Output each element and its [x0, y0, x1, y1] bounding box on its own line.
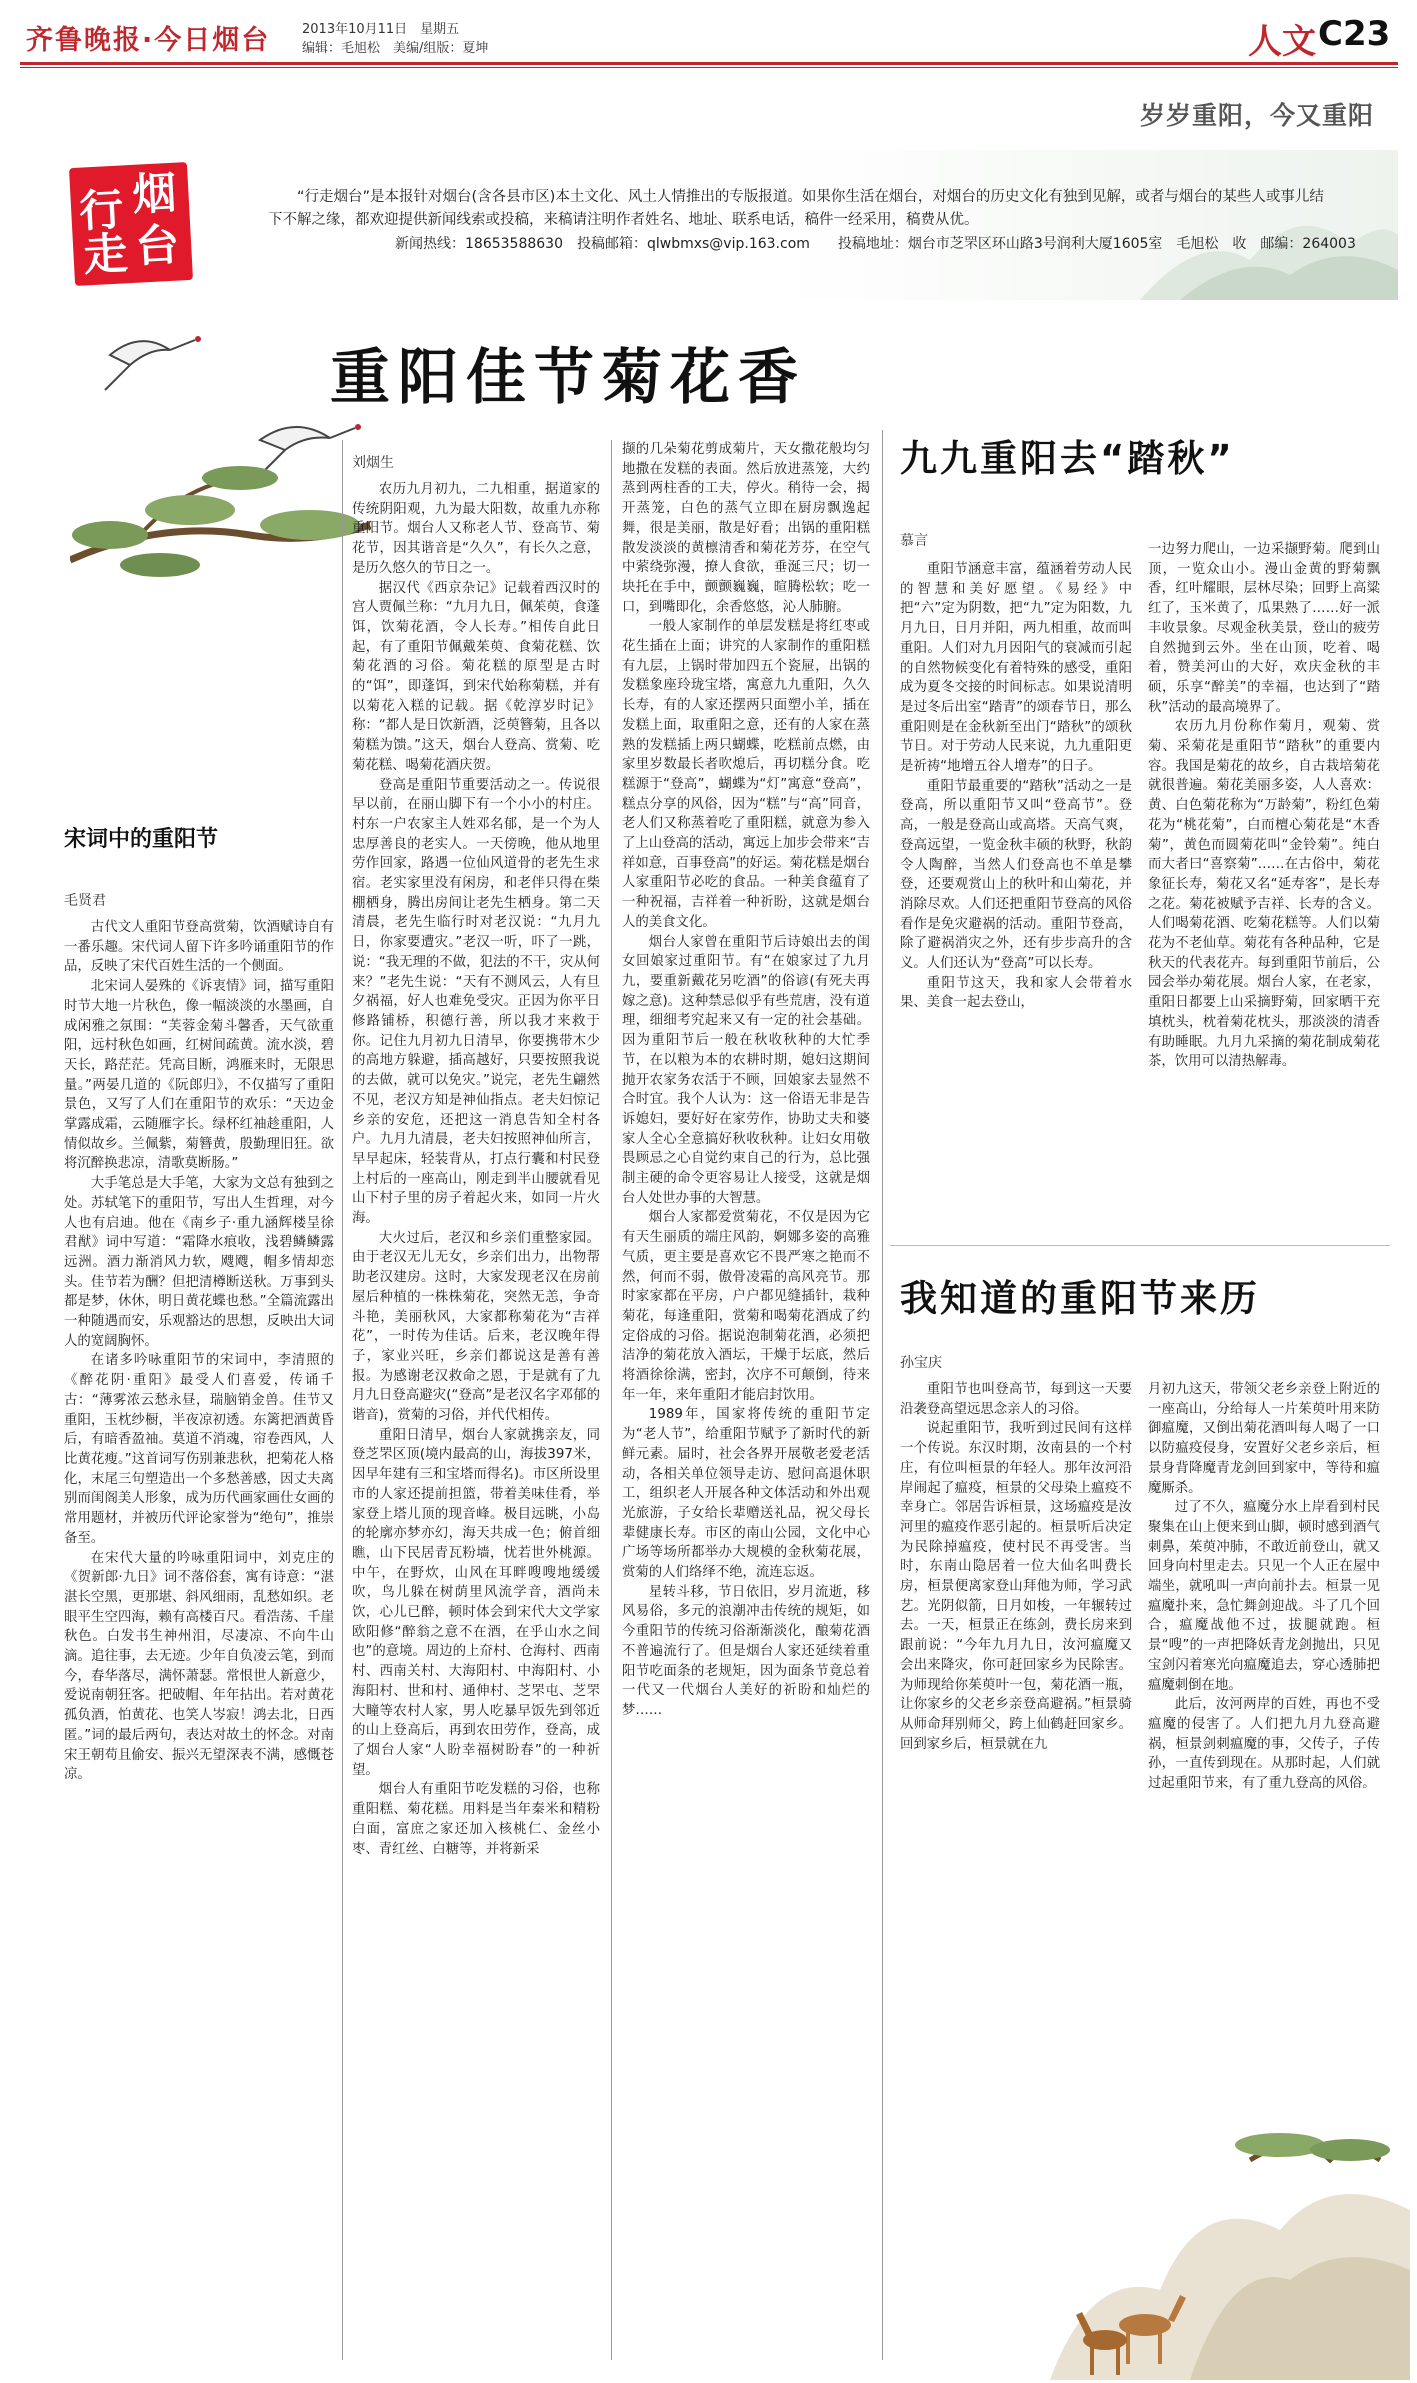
paragraph: 重阳节涵意丰富，蕴涵着劳动人民的智慧和美好愿望。《易经》中把“六”定为阴数，把“九”定为阳数，九月九日，日月并阳，两九相重，故而叫重阳。人们对九月因阳气的衰减而引起的自然物候变化有着特殊的感受，重阳成为夏冬交接的时间标志。如果说清明是过冬后出室“踏青”的颂春节日，那么重阳则是在金秋新至出门“踏秋”的颂秋节日。对于劳动人民来说，九九重阳更是祈祷“地增五谷人增寿”的日子。 — [900, 562, 1132, 775]
paragraph: 月初九这天，带领父老乡亲登上附近的一座高山，分给每人一片茱萸叶用来防御瘟魔，又倒出菊花酒叫每人喝了一口以防瘟疫侵身，安置好父老乡亲后，桓景身背降魔青龙剑回到家中，等待和瘟魔厮杀。 — [1148, 1382, 1380, 1496]
paragraph: 据汉代《西京杂记》记载着西汉时的宫人贾佩兰称：“九月九日，佩茱萸，食蓬饵，饮菊花酒，令人长寿。”相传自此日起，有了重阳节佩戴茱萸、食菊花糕、饮菊花酒的习俗。菊花糕的原型是古时的“饵”，即蓬饵，到宋代始称菊糕，并有以菊花入糕的记载。据《乾淳岁时记》称：“都人是日饮新酒，泛萸簪菊，且各以菊糕为馈。”这天，烟台人登高、赏菊、吃菊花糕、喝菊花酒庆贺。 — [352, 580, 600, 773]
page-tagline: 岁岁重阳，今又重阳 — [1140, 101, 1375, 130]
origin-article-byline: 孙宝庆 — [900, 1355, 942, 1371]
origin-article-title: 我知道的重阳节来历 — [900, 1277, 1260, 1320]
paragraph: 一般人家制作的单层发糕是将红枣或花生插在上面；讲究的人家制作的重阳糕有九层，上锅时带加四五个瓷屉，出锅的发糕象座玲珑宝塔，寓意九九重阳，久久长寿，有的人家还摆两只面塑小羊，插在发糕上面，取重阳之意，还有的人家在蒸熟的发糕插上两只蝴蝶，吃糕前点燃，由家里岁数最长者吹熄后，再切糕分食。吃糕源于“登高”，蝴蝶为“灯”寓意“登高”，糕点分享的风俗，因为“糕”与“高”同音，老人们又称蒸着吃了重阳糕，就意为参入了上山登高的活动，寓远上加步会带来“吉祥如意，百事登高”的好运。菊花糕是烟台人家重阳节必吃的食品。一种美食蕴育了一种祝福，吉祥着一种祈盼，这就是烟台人的美食文化。 — [622, 619, 870, 930]
logo-char: 烟 — [131, 167, 178, 221]
masthead-rule-thin — [20, 67, 1398, 68]
origin-article-column-1 — [900, 1380, 1132, 2140]
column-logo — [69, 162, 193, 286]
paragraph: 烟台人家曾在重阳节后诗娘出去的闺女回娘家过重阳节。有“在娘家过了九月九，要重新戴花另吃酒”的俗谚(有死夫再嫁之意)。这种禁忌似乎有些荒唐，没有道理，细细考究起来又有一定的社会基础。因为重阳节后一般在秋收秋种的大忙季节，在以粮为本的农耕时期，媳妇这期间抛开农家务农活于不顾，回娘家去显然不合时宜。我个人认为：这一俗语无非是告诉媳妇，要好好在家劳作，协助丈夫和婆家人全心全意搞好秋收秋种。让妇女用敬畏顾忌之心自觉约束自己的行为，总比强制主硬的命令更容易让人接受，这就是烟台人处世办事的大智慧。 — [622, 934, 870, 1206]
paragraph: 北宋词人晏殊的《诉衷情》词，描写重阳时节大地一片秋色，像一幅淡淡的水墨画，自成闲雅之氛围：“芙蓉金菊斗馨香，天气欲重阳，远村秋色如画，红树间疏黄。流水淡，碧天长，路茫茫。凭高目断，鸿雁来时，无限思量。”两晏几道的《阮郎归》，不仅描写了重阳景色，又写了人们在重阳节的欢乐：“天边金掌露成霜，云随雁字长。绿杯红袖趁重阳，人情似故乡。兰佩紫，菊簪黄，殷勤理旧狂。欲将沉醉换悲凉，清歌莫断肠。” — [64, 979, 334, 1172]
autumn-article-column-1 — [900, 560, 1132, 1228]
main-article-column-2 — [622, 440, 870, 2340]
song-article-byline: 毛贤君 — [64, 893, 106, 909]
logo-char: 行 — [77, 184, 125, 238]
column-divider — [882, 430, 883, 2360]
paragraph: 星转斗移，节日依旧，岁月流逝，移风易俗，多元的浪潮冲击传统的规矩，如今重阳节的传统习俗渐渐淡化，酿菊花酒不普遍流行了。但是烟台人家还延续着重阳节吃面条的老规矩，因为面条节竟总着一代又一代烟台人美好的祈盼和灿烂的梦…… — [622, 1584, 870, 1718]
main-article-byline: 刘烟生 — [352, 455, 394, 471]
issue-editors: 编辑：毛旭松 美编/组版：夏坤 — [302, 41, 489, 56]
paragraph: 重阳日清早，烟台人家就携亲友，同登芝罘区顶(境内最高的山，海拔397米，因早年建有三和宝塔而得名)。市区所设里市的人家还提前担篮，带着美味佳肴，举家登上塔儿顶的现音峰。极目远眺，小岛的轮廓亦梦亦幻，海天共成一色；俯首细瞧，山下民居青瓦粉墙，忧若世外桃源。中午，在野炊，山风在耳畔嗖嗖地缓缓吹，鸟儿躲在树荫里风流学音，酒尚未饮，心儿已醉，顿时体会到宋代大文学家欧阳修“醉翁之意不在酒，在乎山水之间也”的意境。周边的上夼村、仓海村、西南村、西南关村、大海阳村、中海阳村、小海阳村、世和村、通伸村、芝罘屯、芝罘大疃等农村人家，男人吃暴早饭先到邻近的山上登高后，再到农田劳作，登高，成了烟台人家“人盼幸福树盼春”的一种祈望。 — [352, 1427, 600, 1778]
autumn-article-column-2 — [1148, 540, 1380, 1228]
column-contacts: 新闻热线：18653588630 投稿邮箱：qlwbmxs@vip.163.com 投稿地址：烟台市芝罘区环山路3号润利大厦1605室 毛旭松 收 邮编：264003 — [395, 236, 1356, 252]
issue-info — [302, 20, 488, 58]
paper-name: 齐鲁晚报 — [26, 25, 142, 56]
crane-icon — [105, 336, 201, 390]
paragraph: 撷的几朵菊花剪成菊片，天女撒花般均匀地撒在发糕的表面。然后放进蒸笼，大约蒸到两柱香的工夫，停火。稍待一会，揭开蒸笼，白色的蒸气立即在厨房飘逸起舞，很是美丽，散是好看；出锅的重阳糕散发淡淡的黄檩清香和菊花芳芬，在空气中萦绕弥漫，撩人食欲，垂涎三尺；切一块托在手中，颤颤巍巍，暄腾松软；吃一口，到嘴即化，余香悠悠，沁人肺腑。 — [622, 442, 870, 615]
song-article-column — [64, 918, 334, 2368]
section-name: ·今日烟台 — [142, 25, 271, 56]
logo-char: 走 — [82, 228, 129, 282]
paragraph: 过了不久，瘟魔分水上岸看到村民聚集在山上便来到山脚，顿时感到酒气刺鼻，茱萸冲肺，不敢近前登山，就又回身向村里走去。只见一个人正在屋中端坐，就吼叫一声向前扑去。桓景一见瘟魔扑来，急忙舞剑迎战。斗了几个回合，瘟魔战他不过，拔腿就跑。桓景“嗖”的一声把降妖青龙剑抛出，只见宝剑闪着寒光向瘟魔追去，穿心透肺把瘟魔刺倒在地。 — [1148, 1500, 1380, 1693]
paragraph: 重阳节也叫登高节，每到这一天要沿袭登高望远思念亲人的习俗。 — [900, 1382, 1132, 1417]
crane-icon — [260, 424, 361, 475]
autumn-article-title: 九九重阳去“踏秋” — [900, 437, 1235, 480]
paragraph: 登高是重阳节重要活动之一。传说很早以前，在丽山脚下有一个小小的村庄。村东一户农家主人姓邓名郁，是一个为人忠厚善良的老实人。一天傍晚，他从地里劳作回家，路遇一位仙风道骨的老先生求宿。老实家里没有闲房，和老伴只得在柴棚栖身，腾出房间让老先生栖身。第二天清晨，老先生临行时对老汉说：“九月九日，你家要遭灾。”老汉一听，吓了一跳，说：“我无理的不做，犯法的不干，灾从何来？”老先生说：“天有不测风云，人有旦夕祸福，好人也难免受灾。正因为你平日修路铺桥，积德行善，所以我才来救于你。记住九月初九日清早，你要携带木少的高地方躲避，插高越好，只要按照我说的去做，就可以免灾。”说完，老先生翩然不见，老汉方知是神仙指点。老夫妇惊记乡亲的安危，还把这一消息告知全村各户。九月九清晨，老夫妇按照神仙所言，早早起床，轻装背从，打点行囊和村民登上村后的一座高山，刚走到半山腰就看见山下村子里的房子着起火来，如同一片火海。 — [352, 777, 600, 1227]
song-article-title: 宋词中的重阳节 — [64, 827, 219, 852]
page-number: C23 — [1318, 14, 1391, 54]
paragraph: 烟台人有重阳节吃发糕的习俗，也称重阳糕、菊花糕。用料是当年秦米和精粉白面，富庶之家还加入核桃仁、金丝小枣、青红丝、白糖等，并将新采 — [352, 1782, 600, 1857]
paragraph: 古代文人重阳节登高赏菊，饮酒赋诗自有一番乐趣。宋代词人留下许多吟诵重阳节的作品，反映了宋代百姓生活的一个侧面。 — [64, 920, 334, 975]
paragraph: 大火过后，老汉和乡亲们重整家园。由于老汉无儿无女，乡亲们出力，出物帮助老汉建房。这时，大家发现老汉在房前屋后种植的一株株菊花，突然无恙，争奇斗艳，美丽秋风，大家都称菊花为“吉祥花”，一时传为佳话。后来，老汉晚年得子，家业兴旺，乡亲们都说这是善有善报。为感谢老汉救命之恩，于是就有了九月九日登高避灾(“登高”是老汉名字邓郁的谐音)，赏菊的习俗，并代代相传。 — [352, 1230, 600, 1424]
paragraph: 重阳节最重要的“踏秋”活动之一是登高，所以重阳节又叫“登高节”。登高，一般是登高山或高塔。天高气爽，登高远望，一览金秋丰硕的秋野，秋韵令人陶醉，当然人们登高也不单是攀登，还要观赏山上的秋叶和山菊花，并消除尽欢。人们还把重阳节登高的风俗看作是免灾避祸的活动。重阳节登高，除了避祸消灾之外，还有步步高升的含义。人们还认为“登高”可以长寿。 — [900, 778, 1132, 972]
column-intro: “行走烟台”是本报针对烟台(含各县市区)本土文化、风土人情推出的专版报道。如果你生活在烟台，对烟台的历史文化有独到见解，或者与烟台的某些人或事儿结下不解之缘，都欢迎提供新闻线索或投稿，来稿请注明作者姓名、地址、联系电话，稿件一经采用，稿费从优。 — [268, 189, 1324, 228]
paragraph: 农历九月份称作菊月，观菊、赏菊、采菊花是重阳节“踏秋”的重要内容。我国是菊花的故乡，自古栽培菊花就很普遍。菊花美丽多姿，人人喜欢：黄、白色菊花称为“万龄菊”，粉红色菊花为“桃花菊”，白而檀心菊花是“木香菊”，黄色而圆菊花叫“金铃菊”。纯白而大者曰“喜察菊”……在古俗中，菊花象征长寿，菊花又名“延寿客”，是长寿之花。菊花被赋予吉祥、长寿的含义。人们喝菊花酒、吃菊花糕等。人们以菊花为不老仙草。菊花有各种品种，它是秋天的代表花卉。每到重阳节前后，公园会举办菊花展。烟台人家，在老家，重阳日都要上山采摘野菊，回家晒干充填枕头，枕着菊花枕头，那淡淡的清香有助睡眠。九月九采摘的菊花制成菊花茶，饮用可以清热解毒。 — [1148, 719, 1380, 1070]
column-divider — [342, 440, 343, 2360]
paragraph: 在宋代大量的吟咏重阳词中，刘克庄的《贺新郎·九日》词不落俗套，寓有诗意：“湛湛长空黑，更那堪、斜风细雨，乱愁如织。老眼平生空四海，赖有高楼百尺。看浩荡、千崖秋色。白发书生神州泪，尽凄凉、不向牛山滴。追往事，去无迹。少年自负凌云笔，到而今，春华落尽，满怀萧瑟。常恨世人新意少，爱说南朝狂客。把破帽、年年拈出。若对黄花孤负酒，怕黄花、也笑人岑寂！鸿去北，日西匿。”词的最后两句，表达对故土的怀念。对南宋王朝苟且偷安、振兴无望深表不满，感慨苍凉。 — [64, 1550, 334, 1783]
paragraph: 大手笔总是大手笔，大家为文总有独到之处。苏轼笔下的重阳节，写出人生哲理，对今人也有启迪。他在《南乡子·重九涵辉楼呈徐君猷》词中写道：“霜降水痕收，浅碧鳞鳞露远洲。酒力渐消风力软，飕飕，帽多情却恋头。佳节若为酬？但把清樽断送秋。万事到头都是梦，休休，明日黄花蝶也愁。”全篇流露出一种随遇而安，乐观豁达的思想，反映出大词人的宽阔胸怀。 — [64, 1176, 334, 1349]
column-divider — [611, 440, 612, 2360]
main-article-title: 重阳佳节菊花香 — [330, 343, 806, 413]
paragraph: 说起重阳节，我听到过民间有这样一个传说。东汉时期，汝南县的一个村庄，有位叫桓景的年轻人。那年汝河沿岸闹起了瘟疫，桓景的父母染上瘟疫不幸身亡。邻居告诉桓景，这场瘟疫是汝河里的瘟疫作恶引起的。桓景听后决定为民除掉瘟疫，使村民不再受害。当时，东南山隐居着一位大仙名叫费长房，桓景便离家登山拜他为师，学习武艺。光阴似箭，日月如梭，一年辗转过去。一天，桓景正在练剑，费长房来到跟前说：“今年九月九日，汝河瘟魔又会出来降灾，你可赶回家乡为民除害。为师现给你茱萸叶一包，菊花酒一瓶，让你家乡的父老乡亲登高避祸。”桓景骑从师命拜别师父，跨上仙鹤赶回家乡。回到家乡后，桓景就在九 — [900, 1421, 1132, 1752]
masthead-title — [26, 18, 270, 57]
page-section: 人文 — [1248, 22, 1316, 62]
paragraph: 农历九月初九，二九相重，据道家的传统阴阳观，九为最大阳数，故重九亦称重阳节。烟台人又称老人节、登高节、菊花节，因其谐音是“久久”，有长久之意，是历久悠久的节日之一。 — [352, 482, 600, 576]
section-divider — [890, 1245, 1390, 1246]
masthead-rule — [20, 62, 1398, 65]
paragraph: 烟台人家都爱赏菊花，不仅是因为它有天生丽质的端庄风韵，婀娜多姿的高雅气质，更主要是喜欢它不畏严寒之艳而不然，何而不弱，傲骨凌霜的高风亮节。那时家家都在平房，户户都见缝插针，栽种菊花，每逢重阳，赏菊和喝菊花酒成了约定俗成的习俗。据说泡制菊花酒，必须把洁净的菊花放入酒坛，干燥于坛底，然后将酒徐徐满，密封，次序不可颠倒，待来年一年，来年重阳才能启封饮用。 — [622, 1210, 870, 1403]
paragraph: 此后，汝河两岸的百姓，再也不受瘟魔的侵害了。人们把九月九登高避祸，桓景剑刺瘟魔的事，父传子，子传孙，一直传到现在。从那时起，人们就过起重阳节来，有了重九登高的风俗。 — [1148, 1697, 1380, 1792]
origin-article-column-2 — [1148, 1380, 1380, 2020]
issue-date: 2013年10月11日 星期五 — [302, 22, 460, 37]
pine-branch-icon — [70, 466, 370, 577]
autumn-article-byline: 慕言 — [900, 533, 928, 549]
main-article-column-1 — [352, 480, 600, 2370]
logo-char: 台 — [133, 219, 181, 273]
paragraph: 重阳节这天，我和家人会带着水果、美食一起去登山， — [900, 975, 1132, 1011]
paragraph: 一边努力爬山，一边采撷野菊。爬到山顶，一览众山小。漫山金黄的野菊飘香，红叶耀眼，层林尽染；回野上高粱红了，玉米黄了，瓜果熟了……好一派丰收景象。尽观金秋美景，登山的疲劳自然抛到云外。坐在山顶，吃着、喝着，赞美河山的大好，欢庆金秋的丰硕，乐享“醉美”的幸福，也达到了“踏秋”活动的最高境界了。 — [1148, 542, 1380, 715]
paragraph: 1989年，国家将传统的重阳节定为“老人节”，给重阳节赋予了新时代的新鲜元素。届时，社会各界开展敬老爱老活动，各相关单位领导走访、慰问高退休职工，组织老人开展各种文体活动和外出观光旅游，子女给长辈赠送礼品，祝父母长辈健康长寿。市区的南山公园，文化中心广场等场所都举办大规模的金秋菊花展，赏菊的人们络绎不绝，流连忘返。 — [622, 1407, 870, 1581]
paragraph: 在诸多吟咏重阳节的宋词中，李清照的《醉花阴·重阳》最受人们喜爱，传诵千古：“薄雾浓云愁永昼，瑞脑销金兽。佳节又重阳，玉枕纱橱，半夜凉初透。东篱把酒黄昏后，有暗香盈袖。莫道不消魂，帘卷西风，人比黄花瘦。”这首词写伤别兼悲秋，把菊花人格化，末尾三句塑造出一个多愁善感，因丈夫离别而闺阁美人形象，成为历代画家画仕女画的常用题材，并被历代评论家誉为“绝句”，推崇备至。 — [64, 1353, 334, 1546]
